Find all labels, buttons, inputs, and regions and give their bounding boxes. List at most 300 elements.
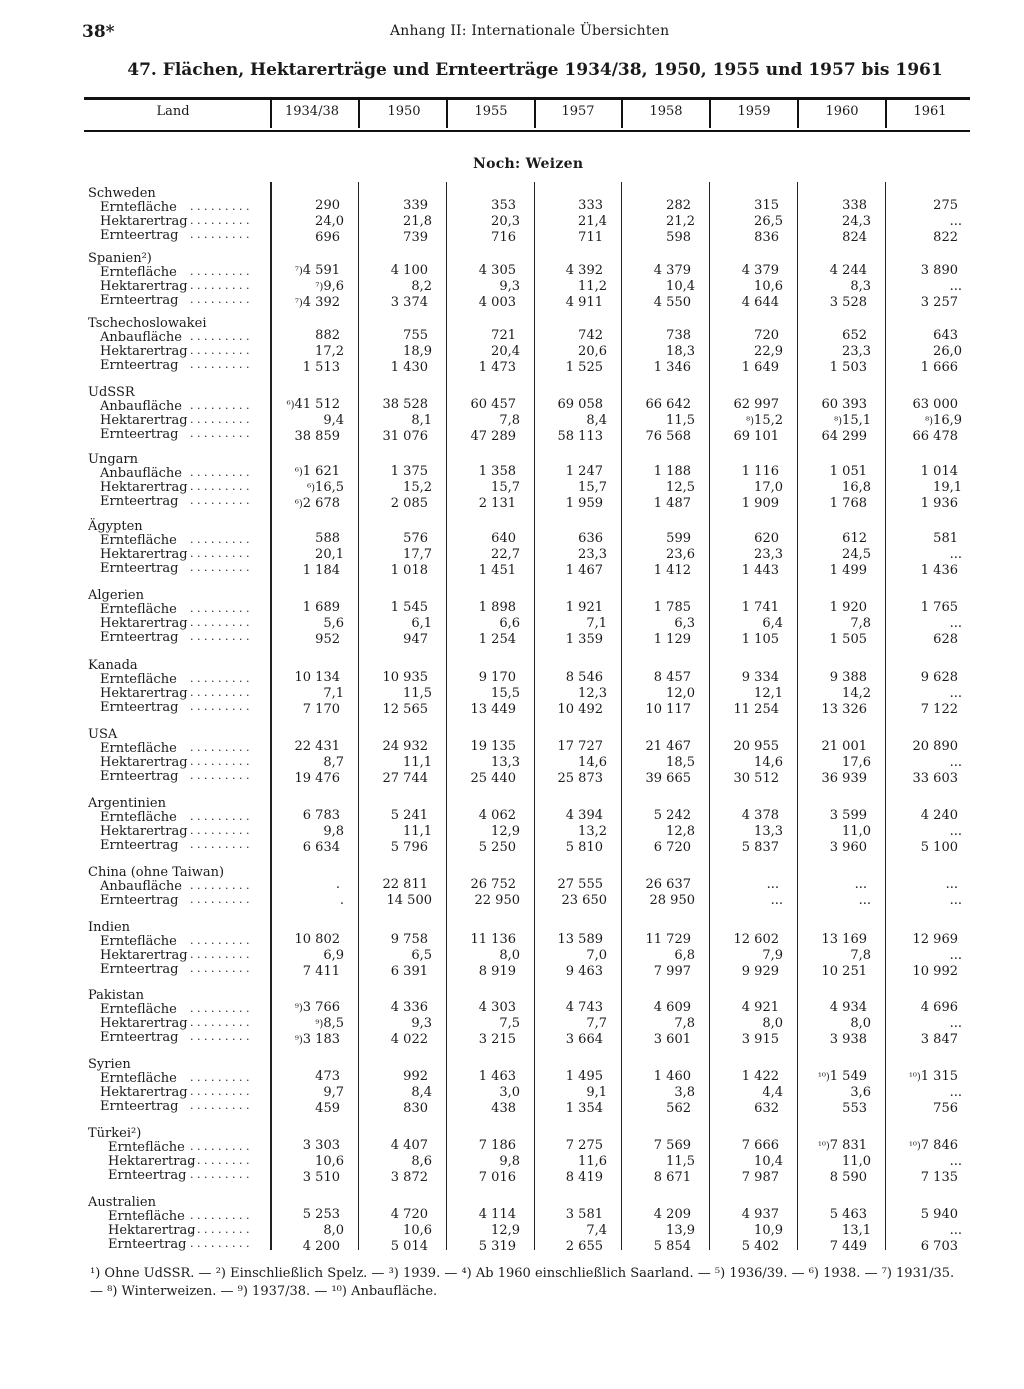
table-cell: 824 — [842, 230, 867, 245]
table-cell: 3 581 — [565, 1207, 603, 1222]
table-cell: ⁶)41 512 — [286, 397, 340, 412]
table-cell: 1 921 — [565, 600, 603, 615]
table-cell: 21,2 — [666, 214, 695, 229]
table-cell: 4 003 — [478, 295, 516, 310]
table-cell: 8,1 — [411, 413, 432, 428]
table-cell: 882 — [315, 328, 340, 343]
table-title: 47. Flächen, Hektarerträge und Ernteerträge 1934/38, 1950, 1955 und 1957 bis 1961 — [127, 60, 943, 80]
table-cell: 4 911 — [565, 295, 603, 310]
row-label: Hektarertrag — [100, 824, 188, 839]
table-cell: 1 768 — [829, 496, 867, 511]
table-cell: 10,6 — [403, 1223, 432, 1238]
leader-dots: . . . . . . . . . — [190, 1140, 250, 1153]
country-name: Syrien — [88, 1057, 131, 1072]
row-label: Hektarertrag — [100, 279, 188, 294]
table-cell: 12,9 — [491, 1223, 520, 1238]
table-cell: 4 244 — [829, 263, 867, 278]
table-cell: 2 655 — [565, 1239, 603, 1254]
footnotes — [90, 1265, 990, 1301]
table-cell: 10,6 — [315, 1154, 344, 1169]
table-cell: 459 — [315, 1101, 340, 1116]
table-cell: 10 251 — [821, 964, 867, 979]
table-cell: 15,2 — [403, 480, 432, 495]
table-cell: 33 603 — [912, 771, 958, 786]
table-cell: ⁹)3 766 — [294, 1000, 340, 1015]
table-cell: 11 254 — [733, 702, 779, 717]
table-cell: 7 411 — [302, 964, 340, 979]
leader-dots: . . . . . . . . . — [190, 427, 250, 440]
country-name: Tschechoslowakei — [88, 316, 207, 331]
table-cell: ⁸)15,1 — [834, 413, 871, 428]
leader-dots: . . . . . . . . . — [190, 466, 250, 479]
row-label: Erntefläche — [100, 602, 177, 617]
table-cell: 21,8 — [403, 214, 432, 229]
table-cell: ... — [949, 824, 962, 839]
table-cell: 1 358 — [478, 464, 516, 479]
table-cell: 636 — [578, 531, 603, 546]
table-cell: 13,3 — [491, 755, 520, 770]
table-cell: 28 950 — [649, 893, 695, 908]
table-cell: 69 058 — [557, 397, 603, 412]
table-cell: 716 — [491, 230, 516, 245]
table-cell: 3 215 — [478, 1032, 516, 1047]
table-cell: 76 568 — [645, 429, 691, 444]
country-name: Ägypten — [88, 519, 143, 534]
table-cell: 9,1 — [586, 1085, 607, 1100]
table-cell: 952 — [315, 632, 340, 647]
header-column-separator — [709, 100, 711, 128]
leader-dots: . . . . . . . . . — [190, 616, 250, 629]
leader-dots: . . . . . . . . . — [190, 741, 250, 754]
country-name: Argentinien — [88, 796, 166, 811]
table-cell: 588 — [315, 531, 340, 546]
table-cell: 6,4 — [762, 616, 783, 631]
row-label: Hektarertrag — [100, 413, 188, 428]
table-cell: 4 379 — [653, 263, 691, 278]
row-label: Hektarertrag — [100, 1016, 188, 1031]
table-cell: 13,2 — [578, 824, 607, 839]
table-cell: 4 609 — [653, 1000, 691, 1015]
table-cell: 5,6 — [323, 616, 344, 631]
table-cell: 738 — [666, 328, 691, 343]
leader-dots: . . . . . . . . . — [190, 1071, 250, 1084]
table-cell: 3 664 — [565, 1032, 603, 1047]
table-cell: 4,4 — [762, 1085, 783, 1100]
row-label: Ernteertrag — [100, 962, 179, 977]
table-cell: 3,0 — [499, 1085, 520, 1100]
leader-dots: . . . . . . . . . — [190, 686, 250, 699]
table-cell: 20,3 — [491, 214, 520, 229]
table-cell: 64 299 — [821, 429, 867, 444]
table-cell: ⁷)9,6 — [315, 279, 344, 294]
table-cell: 60 393 — [821, 397, 867, 412]
row-label: Anbaufläche — [100, 330, 182, 345]
table-cell: 947 — [403, 632, 428, 647]
table-cell: 5 241 — [390, 808, 428, 823]
table-cell: 5 100 — [920, 840, 958, 855]
table-cell: 1 359 — [565, 632, 603, 647]
table-cell: 1 499 — [829, 563, 867, 578]
leader-dots: . . . . . . . . . — [190, 1016, 250, 1029]
leader-dots: . . . . . . . . . — [190, 700, 250, 713]
table-cell: 10 935 — [382, 670, 428, 685]
table-cell: 21 467 — [645, 739, 691, 754]
table-cell: 4 114 — [478, 1207, 516, 1222]
table-cell: 3,8 — [674, 1085, 695, 1100]
table-cell: 6 634 — [302, 840, 340, 855]
table-cell: 22 431 — [294, 739, 340, 754]
leader-dots: . . . . . . . . . — [190, 561, 250, 574]
table-cell: 8,0 — [762, 1016, 783, 1031]
leader-dots: . . . . . . . . . — [190, 1154, 250, 1167]
table-cell: 13 326 — [821, 702, 867, 717]
table-cell: 9,4 — [323, 413, 344, 428]
table-cell: 6,5 — [411, 948, 432, 963]
table-cell: 23,3 — [842, 344, 871, 359]
leader-dots: . . . . . . . . . — [190, 399, 250, 412]
table-cell: 3 257 — [920, 295, 958, 310]
table-cell: 7,8 — [850, 948, 871, 963]
table-cell: 1 487 — [653, 496, 691, 511]
table-cell: ... — [949, 1085, 962, 1100]
table-cell: 19 476 — [294, 771, 340, 786]
table-cell: 12,8 — [666, 824, 695, 839]
country-name: Australien — [88, 1195, 157, 1210]
table-cell: 30 512 — [733, 771, 779, 786]
table-cell: 47 289 — [470, 429, 516, 444]
table-cell: 553 — [842, 1101, 867, 1116]
table-cell: 9 628 — [920, 670, 958, 685]
table-cell: 632 — [754, 1101, 779, 1116]
table-cell: 7 275 — [565, 1138, 603, 1153]
table-cell: 2 131 — [478, 496, 516, 511]
table-cell: ⁶)1 621 — [294, 464, 340, 479]
table-cell: 9 334 — [741, 670, 779, 685]
table-cell: 66 642 — [645, 397, 691, 412]
table-cell: ... — [949, 616, 962, 631]
row-label: Ernteertrag — [100, 358, 179, 373]
table-cell: 1 505 — [829, 632, 867, 647]
table-cell: 4 696 — [920, 1000, 958, 1015]
table-cell: 7 135 — [920, 1170, 958, 1185]
table-cell: ¹⁰)1 315 — [908, 1069, 958, 1084]
table-cell: 21,4 — [578, 214, 607, 229]
table-cell: 3 303 — [302, 1138, 340, 1153]
header-column-separator — [446, 100, 448, 128]
column-header: 1959 — [737, 104, 771, 119]
table-cell: 8 546 — [565, 670, 603, 685]
table-cell: 12,5 — [666, 480, 695, 495]
table-cell: 1 346 — [653, 360, 691, 375]
table-cell: ... — [949, 1016, 962, 1031]
country-name: Spanien²) — [88, 251, 152, 266]
table-cell: 3 510 — [302, 1170, 340, 1185]
row-label: Ernteertrag — [100, 700, 179, 715]
table-cell: 1 765 — [920, 600, 958, 615]
table-cell: 5 014 — [390, 1239, 428, 1254]
table-cell: 7,8 — [850, 616, 871, 631]
table-cell: 14,6 — [754, 755, 783, 770]
table-cell: 3 374 — [390, 295, 428, 310]
table-cell: 721 — [491, 328, 516, 343]
table-cell: 11,6 — [578, 1154, 607, 1169]
leader-dots: . . . . . . . . . — [190, 279, 250, 292]
table-cell: 7 016 — [478, 1170, 516, 1185]
table-cell: 1 116 — [741, 464, 779, 479]
table-cell: ⁹)3 183 — [294, 1032, 340, 1047]
table-cell: 1 513 — [302, 360, 340, 375]
leader-dots: . . . . . . . . . — [190, 214, 250, 227]
table-cell: 5 463 — [829, 1207, 867, 1222]
leader-dots: . . . . . . . . . — [190, 1002, 250, 1015]
row-label: Hektarertrag — [108, 1223, 196, 1238]
leader-dots: . . . . . . . . . — [190, 824, 250, 837]
row-label: Ernteertrag — [100, 1030, 179, 1045]
table-cell: 6,6 — [499, 616, 520, 631]
table-cell: 8 919 — [478, 964, 516, 979]
leader-dots: . . . . . . . . . — [190, 769, 250, 782]
table-cell: 1 741 — [741, 600, 779, 615]
leader-dots: . . . . . . . . . — [190, 755, 250, 768]
table-cell: 5 940 — [920, 1207, 958, 1222]
table-cell: . — [335, 877, 340, 892]
table-cell: 23 650 — [561, 893, 607, 908]
table-cell: 822 — [933, 230, 958, 245]
table-cell: ... — [949, 948, 962, 963]
table-cell: 4 743 — [565, 1000, 603, 1015]
table-cell: 63 000 — [912, 397, 958, 412]
footnote-line: ¹) Ohne UdSSR. — ²) Einschließlich Spelz. — ³) 1939. — ⁴) Ab 1960 einschließlich Saarland. — ⁵) 1936/39. — ⁶) 1938. — ⁷) 1931/35. — [90, 1266, 955, 1281]
table-cell: 14,2 — [842, 686, 871, 701]
table-cell: 5 402 — [741, 1239, 779, 1254]
table-cell: 1 014 — [920, 464, 958, 479]
table-cell: 7 997 — [653, 964, 691, 979]
table-cell: 7 186 — [478, 1138, 516, 1153]
table-cell: 17,7 — [403, 547, 432, 562]
table-cell: 11,1 — [403, 824, 432, 839]
table-cell: ¹⁰)7 831 — [817, 1138, 867, 1153]
table-cell: 25 873 — [557, 771, 603, 786]
row-label: Ernteertrag — [100, 1099, 179, 1114]
leader-dots: . . . . . . . . . — [190, 1099, 250, 1112]
table-cell: 27 555 — [557, 877, 603, 892]
leader-dots: . . . . . . . . . — [190, 1168, 250, 1181]
table-cell: 1 463 — [478, 1069, 516, 1084]
column-header: 1934/38 — [284, 104, 339, 119]
leader-dots: . . . . . . . . . — [190, 630, 250, 643]
table-cell: 3 601 — [653, 1032, 691, 1047]
table-cell: 7,9 — [762, 948, 783, 963]
table-cell: 10 134 — [294, 670, 340, 685]
table-cell: 742 — [578, 328, 603, 343]
table-cell: 1 436 — [920, 563, 958, 578]
table-cell: 6 720 — [653, 840, 691, 855]
table-cell: 1 184 — [302, 563, 340, 578]
leader-dots: . . . . . . . . . — [190, 344, 250, 357]
table-cell: 353 — [491, 198, 516, 213]
table-cell: 599 — [666, 531, 691, 546]
table-cell: 22,9 — [754, 344, 783, 359]
table-cell: 1 188 — [653, 464, 691, 479]
table-cell: 1 354 — [565, 1101, 603, 1116]
table-cell: ... — [854, 877, 867, 892]
table-cell: 11,5 — [666, 1154, 695, 1169]
table-cell: 17,2 — [315, 344, 344, 359]
table-cell: 23,6 — [666, 547, 695, 562]
row-label: Hektarertrag — [100, 1085, 188, 1100]
leader-dots: . . . . . . . . . — [190, 330, 250, 343]
table-cell: 1 936 — [920, 496, 958, 511]
leader-dots: . . . . . . . . . — [190, 1030, 250, 1043]
table-cell: 22 811 — [382, 877, 428, 892]
column-header: Land — [156, 104, 190, 119]
row-label: Erntefläche — [100, 1071, 177, 1086]
row-label: Hektarertrag — [108, 1154, 196, 1169]
column-header: 1960 — [825, 104, 859, 119]
table-cell: 15,5 — [491, 686, 520, 701]
table-cell: 1 909 — [741, 496, 779, 511]
table-cell: 4 378 — [741, 808, 779, 823]
table-cell: 18,9 — [403, 344, 432, 359]
table-cell: 7 170 — [302, 702, 340, 717]
table-cell: 13,9 — [666, 1223, 695, 1238]
header-column-separator — [885, 100, 887, 128]
table-cell: 315 — [754, 198, 779, 213]
table-cell: 4 200 — [302, 1239, 340, 1254]
leader-dots: . . . . . . . . . — [190, 1085, 250, 1098]
header-column-separator — [358, 100, 360, 128]
table-cell: ⁷)4 392 — [294, 295, 340, 310]
leader-dots: . . . . . . . . . — [190, 533, 250, 546]
table-cell: 7 666 — [741, 1138, 779, 1153]
table-cell: 5 242 — [653, 808, 691, 823]
table-cell: 1 545 — [390, 600, 428, 615]
table-cell: 10,4 — [754, 1154, 783, 1169]
table-cell: 2 085 — [390, 496, 428, 511]
table-cell: 643 — [933, 328, 958, 343]
table-cell: 4 305 — [478, 263, 516, 278]
table-cell: 24,0 — [315, 214, 344, 229]
table-cell: 58 113 — [557, 429, 603, 444]
country-name: China (ohne Taiwan) — [88, 865, 225, 880]
table-cell: 10 802 — [294, 932, 340, 947]
table-cell: 10 117 — [645, 702, 691, 717]
table-cell: 756 — [933, 1101, 958, 1116]
leader-dots: . . . . . . . . . — [190, 228, 250, 241]
table-cell: 598 — [666, 230, 691, 245]
row-label: Ernteertrag — [108, 1168, 187, 1183]
table-cell: 7,5 — [499, 1016, 520, 1031]
table-cell: 8 457 — [653, 670, 691, 685]
table-cell: 1 422 — [741, 1069, 779, 1084]
table-cell: 5 319 — [478, 1239, 516, 1254]
table-cell: 4 022 — [390, 1032, 428, 1047]
table-cell: 9 758 — [390, 932, 428, 947]
table-cell: 711 — [578, 230, 603, 245]
table-cell: 1 467 — [565, 563, 603, 578]
table-cell: 7 449 — [829, 1239, 867, 1254]
table-cell: 6 783 — [302, 808, 340, 823]
row-label: Anbaufläche — [100, 879, 182, 894]
table-cell: 4 240 — [920, 808, 958, 823]
table-cell: 5 796 — [390, 840, 428, 855]
table-cell: 39 665 — [645, 771, 691, 786]
row-label: Ernteertrag — [108, 1237, 187, 1252]
column-header: 1961 — [913, 104, 947, 119]
table-cell: 7 987 — [741, 1170, 779, 1185]
table-cell: 755 — [403, 328, 428, 343]
table-cell: ... — [949, 547, 962, 562]
row-label: Erntefläche — [108, 1140, 185, 1155]
table-cell: 12,0 — [666, 686, 695, 701]
table-cell: 26,0 — [933, 344, 962, 359]
table-cell: 5 250 — [478, 840, 516, 855]
table-cell: 5 253 — [302, 1207, 340, 1222]
table-cell: 1 375 — [390, 464, 428, 479]
table-cell: 62 997 — [733, 397, 779, 412]
table-cell: 9 388 — [829, 670, 867, 685]
header-column-separator — [534, 100, 536, 128]
country-name: Schweden — [88, 186, 156, 201]
running-head: Anhang II: Internationale Übersichten — [390, 23, 670, 39]
table-cell: 7,7 — [586, 1016, 607, 1031]
table-cell: 8 590 — [829, 1170, 867, 1185]
table-cell: 8 419 — [565, 1170, 603, 1185]
table-cell: 3 847 — [920, 1032, 958, 1047]
row-label: Erntefläche — [100, 934, 177, 949]
row-label: Erntefläche — [100, 265, 177, 280]
table-cell: 14,6 — [578, 755, 607, 770]
table-cell: 17,6 — [842, 755, 871, 770]
table-cell: 24,5 — [842, 547, 871, 562]
leader-dots: . . . . . . . . . — [190, 1237, 250, 1250]
table-cell: ... — [766, 877, 779, 892]
table-cell: 14 500 — [386, 893, 432, 908]
table-cell: 66 478 — [912, 429, 958, 444]
table-cell: 4 720 — [390, 1207, 428, 1222]
leader-dots: . . . . . . . . . — [190, 413, 250, 426]
row-label: Ernteertrag — [100, 494, 179, 509]
table-cell: 4 062 — [478, 808, 516, 823]
table-cell: 8,0 — [850, 1016, 871, 1031]
table-cell: 38 859 — [294, 429, 340, 444]
table-cell: 3 872 — [390, 1170, 428, 1185]
table-cell: 38 528 — [382, 397, 428, 412]
table-cell: 11,0 — [842, 1154, 871, 1169]
table-cell: 12,9 — [491, 824, 520, 839]
table-cell: 6 391 — [390, 964, 428, 979]
table-cell: 7 122 — [920, 702, 958, 717]
table-cell: 5 837 — [741, 840, 779, 855]
row-label: Ernteertrag — [100, 769, 179, 784]
table-cell: 7,1 — [586, 616, 607, 631]
table-cell: 8,3 — [850, 279, 871, 294]
row-label: Ernteertrag — [100, 228, 179, 243]
header-column-separator — [621, 100, 623, 128]
table-cell: 69 101 — [733, 429, 779, 444]
table-cell: 8,4 — [586, 413, 607, 428]
table-cell: 6,9 — [323, 948, 344, 963]
leader-dots: . . . . . . . . . — [190, 480, 250, 493]
table-cell: 22,7 — [491, 547, 520, 562]
table-cell: ⁸)16,9 — [925, 413, 962, 428]
table-cell: 9,3 — [499, 279, 520, 294]
table-cell: 1 495 — [565, 1069, 603, 1084]
table-cell: 12 565 — [382, 702, 428, 717]
table-cell: 20 890 — [912, 739, 958, 754]
country-name: USA — [88, 727, 118, 742]
table-cell: 4 100 — [390, 263, 428, 278]
